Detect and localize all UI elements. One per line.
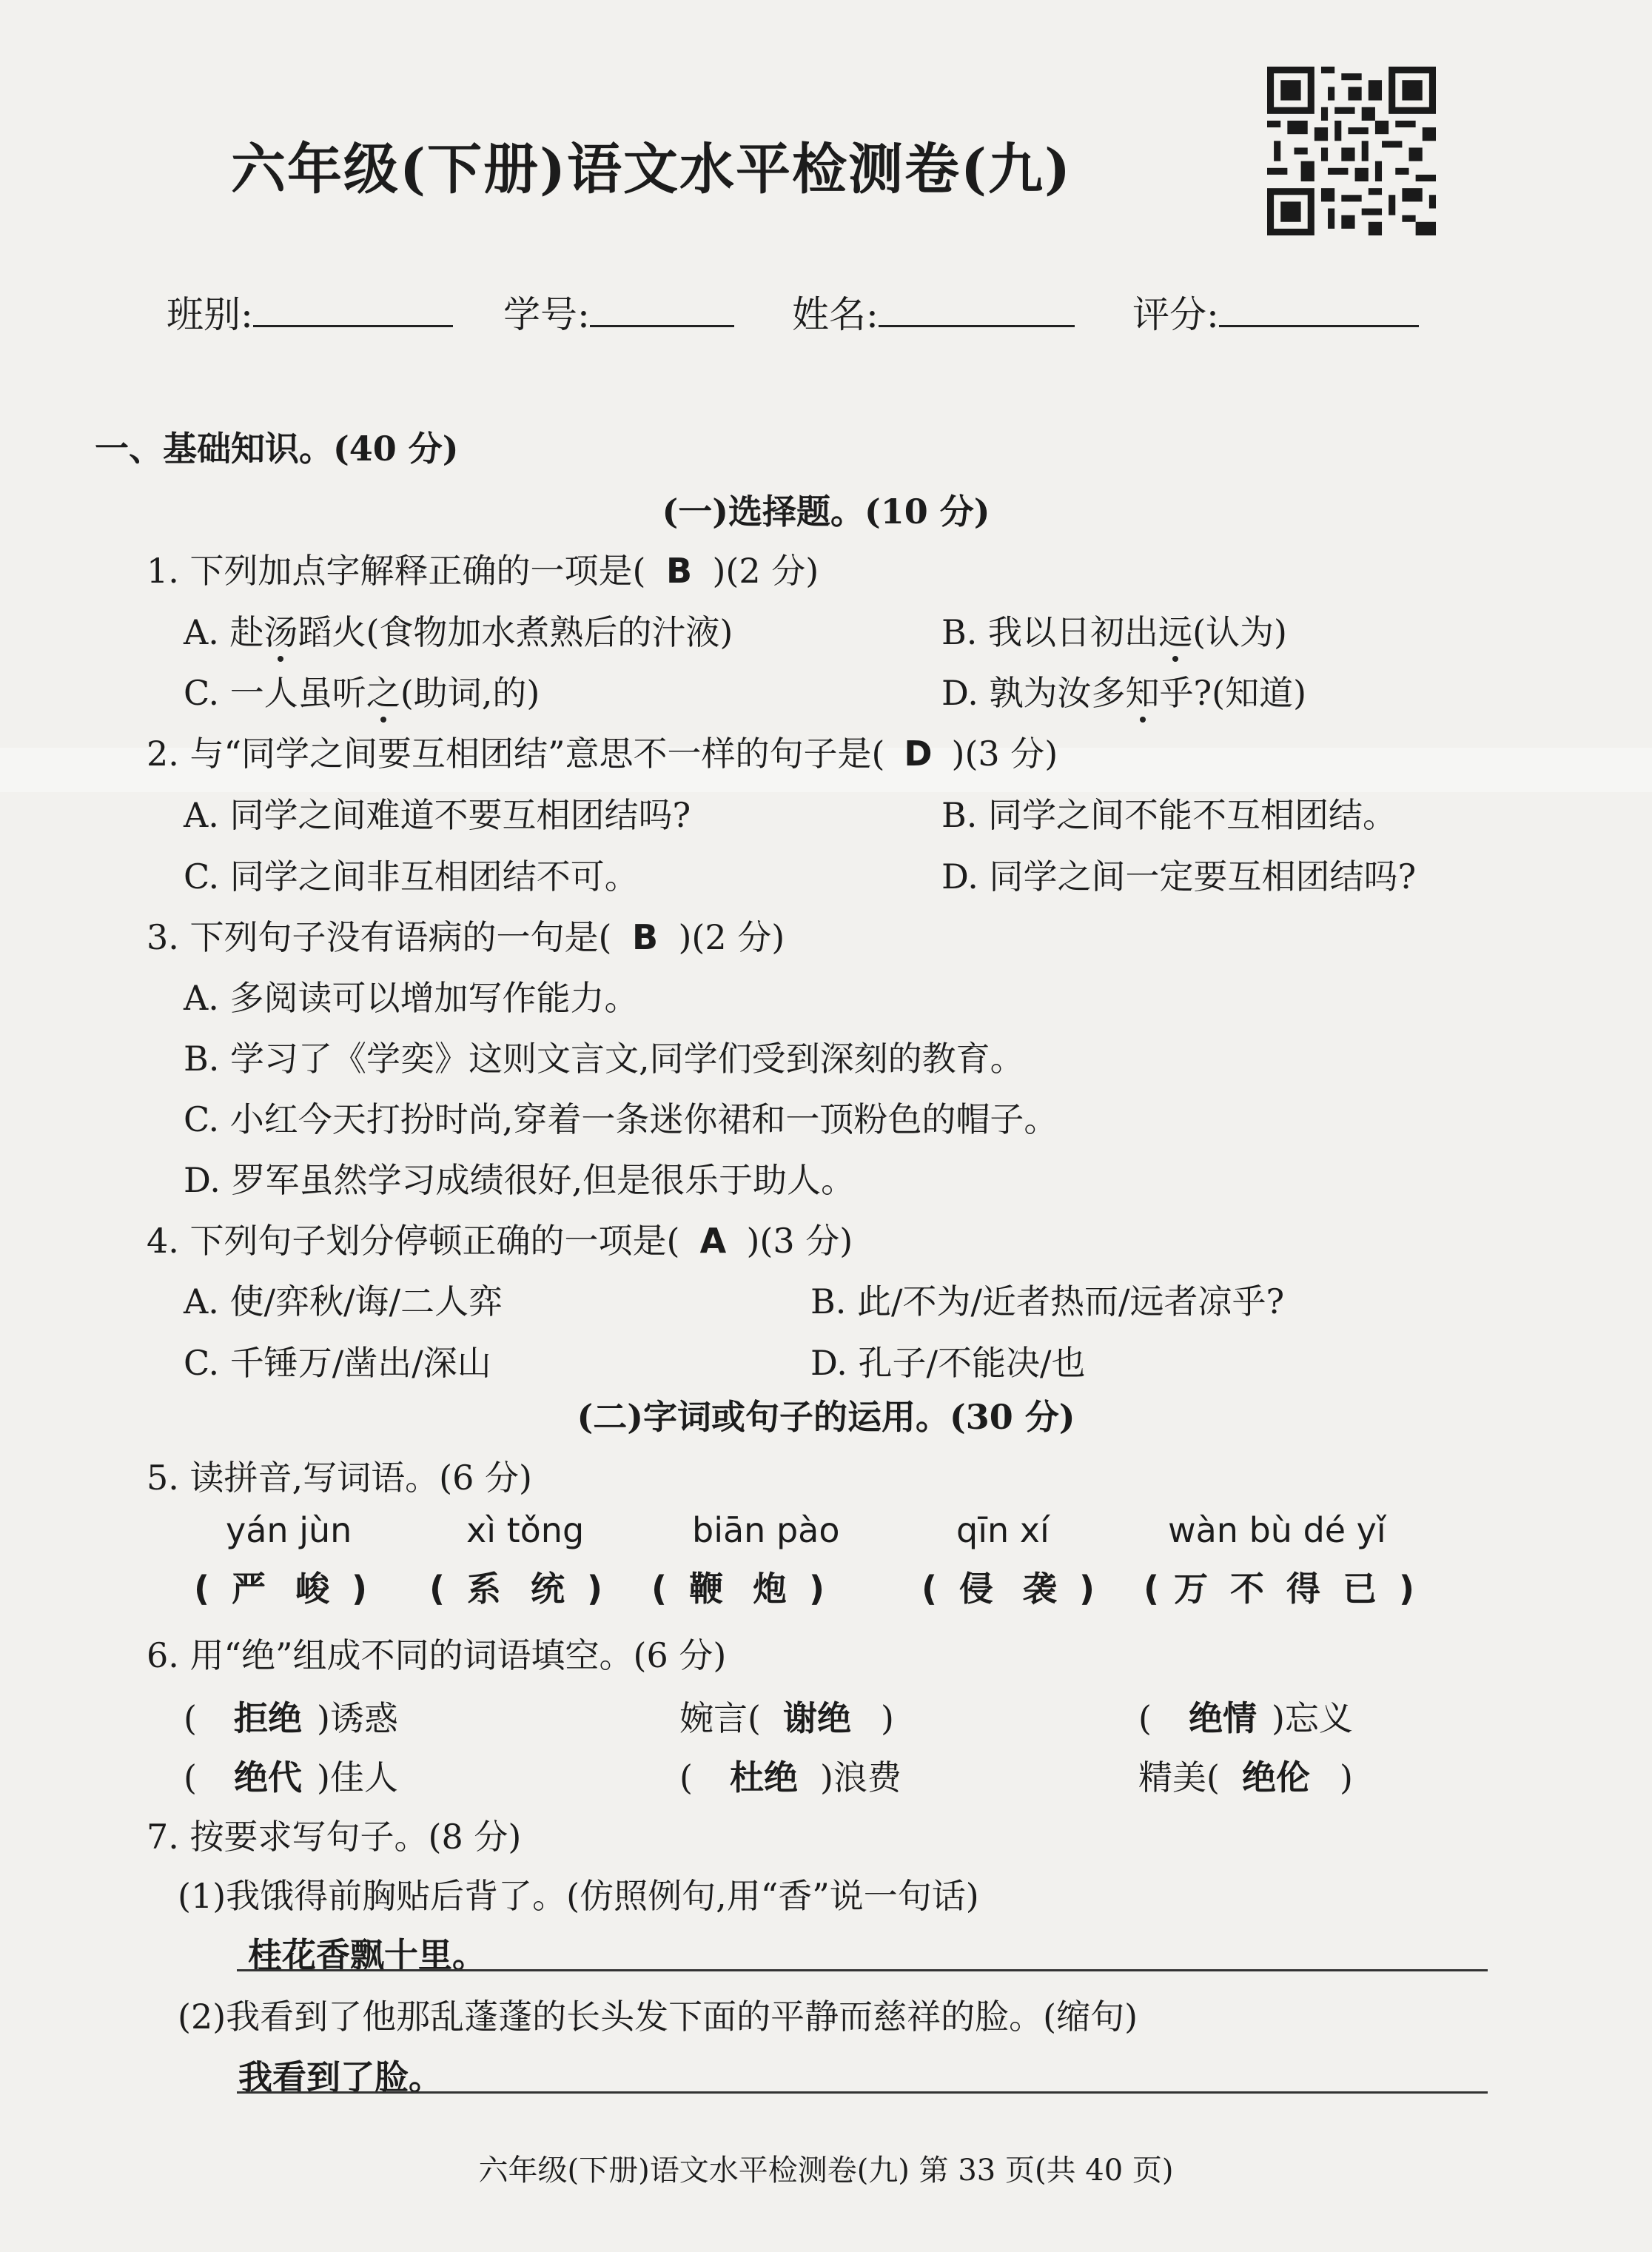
pinyin-2: xì tǒng [466, 1510, 585, 1550]
question-4-answer: A [699, 1221, 727, 1261]
q1-option-d: D. 孰为汝多知乎?(知道) [941, 666, 1306, 715]
student-id-field[interactable] [503, 285, 734, 338]
score-field[interactable] [1132, 285, 1419, 338]
name-input-line[interactable] [879, 295, 1075, 327]
q6-blank-5[interactable]: ( 杜绝 )浪费 [679, 1757, 901, 1797]
student-id-input-line[interactable] [590, 295, 734, 327]
word-box-2[interactable]: ( 系 统 ) [429, 1569, 603, 1609]
question-1 [147, 544, 819, 593]
score-input-line[interactable] [1219, 295, 1419, 327]
pinyin-1: yán jùn [226, 1510, 352, 1550]
name-field[interactable] [792, 285, 1075, 338]
question-3-stem: 3. 下列句子没有语病的一句是( [147, 917, 612, 957]
q2-option-d: D. 同学之间一定要互相团结吗? [941, 857, 1417, 897]
q7-sub-1: (1)我饿得前胸贴后背了。(仿照例句,用“香”说一句话) [178, 1876, 979, 1916]
question-7: 7. 按要求写句子。(8 分) [147, 1817, 522, 1857]
name-label: 姓名: [792, 293, 879, 336]
part2-heading: (二)字词或句子的运用。(30 分) [577, 1397, 1075, 1437]
q3-option-d: D. 罗军虽然学习成绩很好,但是很乐于助人。 [184, 1160, 856, 1200]
word-box-5[interactable]: ( 万 不 得 已 ) [1144, 1569, 1415, 1609]
question-6: 6. 用“绝”组成不同的词语填空。(6 分) [147, 1635, 727, 1675]
q4-option-d: D. 孔子/不能决/也 [810, 1343, 1086, 1383]
student-id-label: 学号: [503, 293, 590, 336]
question-2 [147, 727, 1058, 776]
score-label: 评分: [1132, 293, 1219, 336]
question-4-score: )(3 分) [746, 1221, 853, 1261]
question-1-answer: B [665, 551, 692, 591]
word-box-1[interactable]: ( 严 峻 ) [194, 1569, 368, 1609]
q7-answer-line-2 [237, 2091, 1488, 2094]
page-footer: 六年级(下册)语文水平检测卷(九) 第 33 页(共 40 页) [478, 2154, 1174, 2188]
pinyin-3: biān pào [692, 1510, 840, 1550]
q1-option-a: A. 赴汤蹈火(食物加水煮熟后的汁液) [184, 606, 733, 654]
qr-code [1267, 67, 1436, 235]
q6-blank-2[interactable]: 婉言( 谢绝 ) [679, 1698, 894, 1738]
class-label: 班别: [167, 293, 253, 336]
q7-answer-2[interactable]: 我看到了脸。 [238, 2057, 443, 2097]
class-field[interactable] [167, 285, 453, 338]
question-3-score: )(2 分) [678, 917, 785, 957]
question-2-score: )(3 分) [951, 734, 1058, 774]
question-3-answer: B [631, 917, 658, 957]
class-input-line[interactable] [253, 295, 453, 327]
q4-option-c: C. 千锤万/凿出/深山 [184, 1343, 491, 1383]
q4-option-b: B. 此/不为/近者热而/远者凉乎? [810, 1281, 1285, 1321]
word-box-4[interactable]: ( 侵 袭 ) [921, 1569, 1095, 1609]
question-3 [147, 911, 785, 959]
q2-option-c: C. 同学之间非互相团结不可。 [184, 857, 639, 897]
question-1-score: )(2 分) [712, 551, 819, 591]
section-heading: 一、基础知识。(40 分) [95, 429, 459, 469]
q1-option-b: B. 我以日初出远(认为) [941, 606, 1287, 654]
q2-option-a: A. 同学之间难道不要互相团结吗? [184, 795, 691, 835]
pinyin-4: qīn xí [956, 1510, 1050, 1550]
question-2-stem: 2. 与“同学之间要互相团结”意思不一样的句子是( [147, 734, 885, 774]
part1-heading: (一)选择题。(10 分) [662, 492, 990, 532]
q3-option-a: A. 多阅读可以增加写作能力。 [184, 978, 639, 1018]
q7-answer-1[interactable]: 桂花香飘十里。 [248, 1935, 486, 1975]
q6-blank-1[interactable]: ( 拒绝 )诱惑 [184, 1698, 398, 1738]
q1-option-c: C. 一人虽听之(助词,的) [184, 666, 540, 715]
q7-sub-2: (2)我看到了他那乱蓬蓬的长头发下面的平静而慈祥的脸。(缩句) [178, 1997, 1138, 2037]
q4-option-a: A. 使/弈秋/诲/二人弈 [184, 1281, 503, 1321]
word-box-3[interactable]: ( 鞭 炮 ) [651, 1569, 825, 1609]
page-title: 六年级(下册)语文水平检测卷(九) [230, 138, 1072, 201]
question-5: 5. 读拼音,写词语。(6 分) [147, 1458, 532, 1498]
question-4-stem: 4. 下列句子划分停顿正确的一项是( [147, 1221, 680, 1261]
question-4 [147, 1214, 853, 1263]
q2-option-b: B. 同学之间不能不互相团结。 [941, 795, 1397, 835]
question-1-stem: 1. 下列加点字解释正确的一项是( [147, 551, 646, 591]
q3-option-b: B. 学习了《学奕》这则文言文,同学们受到深刻的教育。 [184, 1039, 1024, 1079]
q3-option-c: C. 小红今天打扮时尚,穿着一条迷你裙和一顶粉色的帽子。 [184, 1099, 1058, 1139]
pinyin-5: wàn bù dé yǐ [1168, 1510, 1386, 1550]
question-2-answer: D [904, 734, 933, 774]
q6-blank-4[interactable]: ( 绝代 )佳人 [184, 1757, 398, 1797]
q7-answer-line-1 [237, 1969, 1488, 1971]
q6-blank-3[interactable]: ( 绝情 )忘义 [1138, 1698, 1353, 1738]
q6-blank-6[interactable]: 精美( 绝伦 ) [1138, 1757, 1353, 1797]
